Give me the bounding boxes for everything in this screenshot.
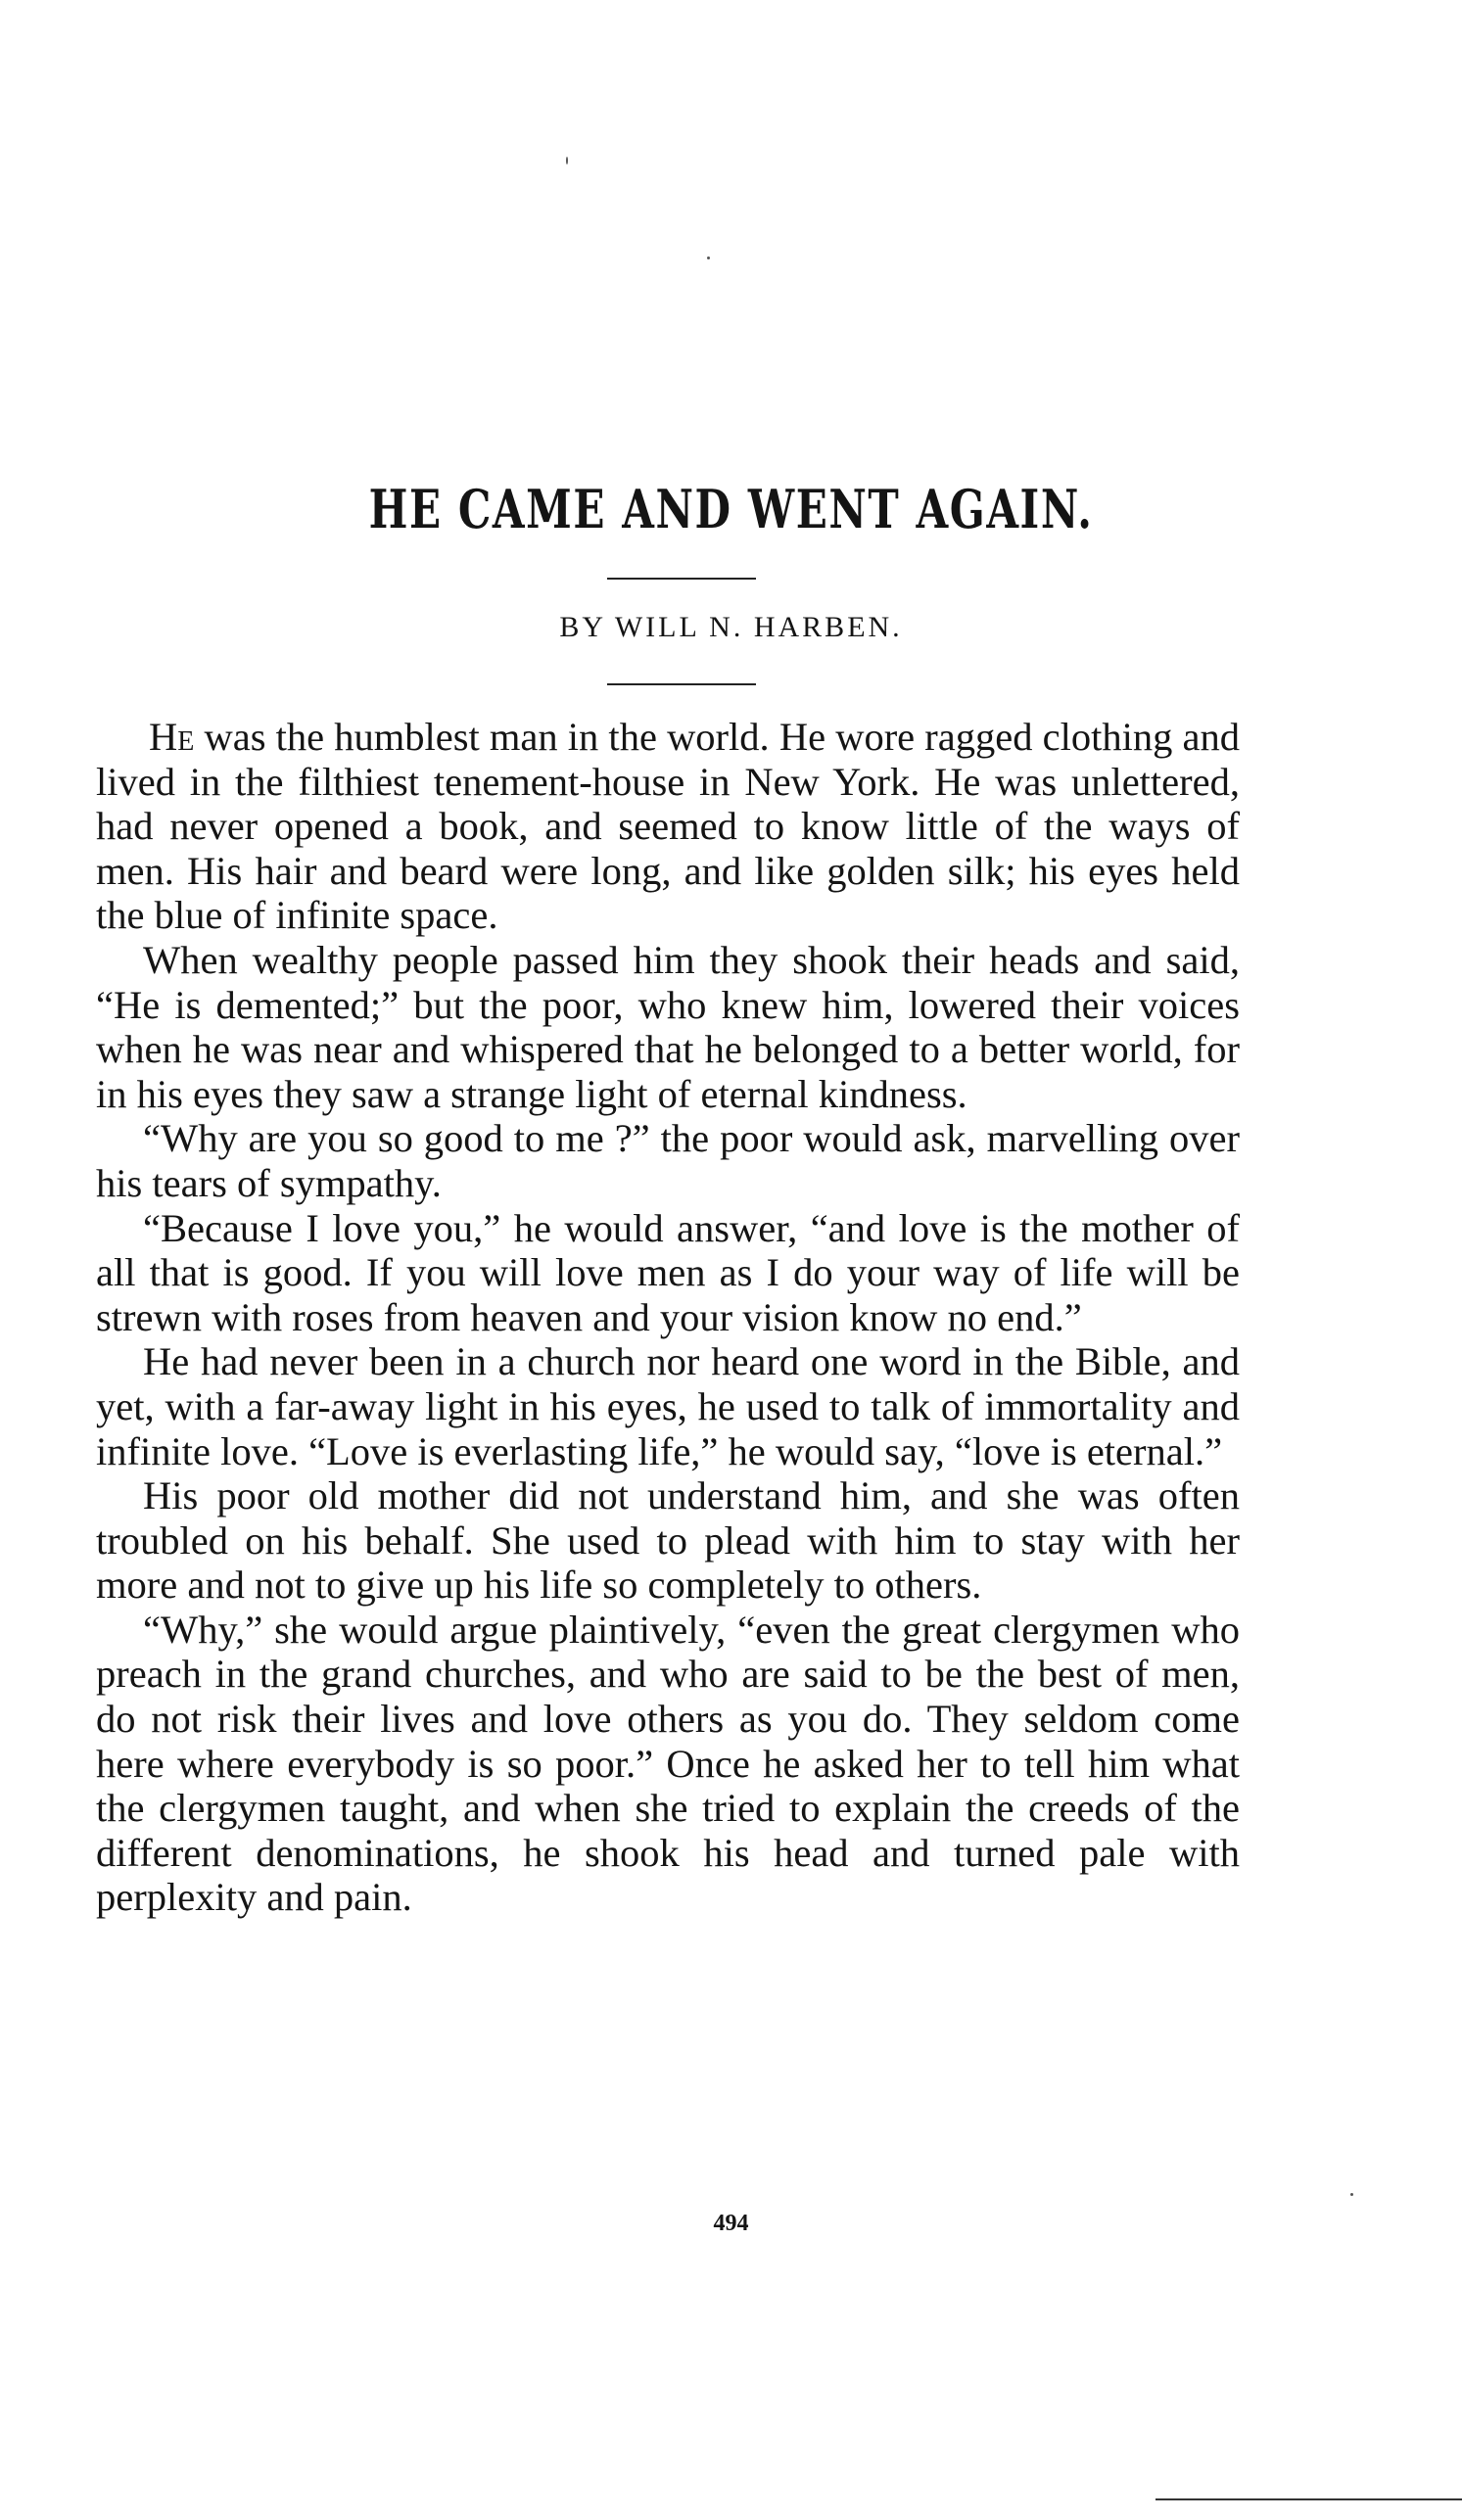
paragraph: He had never been in a church nor heard one word in the Bible, and yet, with a far-away light in his eyes, he used to talk of immortality and infinite love. “Love is everlasting life,” he would say, “love is eternal.” — [96, 1339, 1240, 1473]
article-body — [96, 715, 1240, 1920]
scan-speck — [566, 157, 568, 164]
scan-edge-line — [1155, 2498, 1462, 2500]
drop-lead-word: He — [149, 715, 195, 759]
paragraph: “Because I love you,” he would answer, “and love is the mother of all that is good. If you will love men as I do your way of life will be strewn with roses from heaven and your vision know no end.” — [96, 1205, 1240, 1339]
article-title: HE CAME AND WENT AGAIN. — [368, 478, 1094, 540]
paragraph: “Why are you so good to me ?” the poor would ask, marvelling over his tears of sympathy. — [96, 1116, 1240, 1205]
author-byline: BY WILL N. HARBEN. — [559, 611, 903, 643]
scan-speck — [1350, 2193, 1353, 2196]
page-number: 494 — [713, 2211, 749, 2236]
byline-divider — [607, 683, 756, 685]
scan-speck — [707, 257, 710, 259]
paragraph: “Why,” she would argue plaintively, “even the great clergymen who preach in the grand churches, and who are said to be the best of men, do not risk their lives and love others as you do. They seldom come here where everybody is so poor.” Once he asked her to tell him what the clergymen taught, and when she tried to explain the creeds of the different denominations, he shook his head and turned pale with perplexity and pain. — [96, 1607, 1240, 1920]
title-divider — [607, 578, 756, 580]
paragraph-text: was the humblest man in the world. He wore ragged clothing and lived in the filthiest tenement-house in New York. He was unlettered, had never opened a book, and seemed to know little of the ways of men. His hair and beard were long, and like golden silk; his eyes held the blue of infinite space. — [96, 715, 1240, 938]
paragraph: His poor old mother did not understand him, and she was often troubled on his behalf. She used to plead with him to stay with her more and not to give up his life so completely to others. — [96, 1473, 1240, 1608]
paragraph — [96, 715, 1240, 938]
paragraph: When wealthy people passed him they shook their heads and said, “He is demented;” but the poor, who knew him, lowered their voices when he was near and whispered that he belonged to a better world, for in his eyes they saw a strange light of eternal kindness. — [96, 937, 1240, 1116]
